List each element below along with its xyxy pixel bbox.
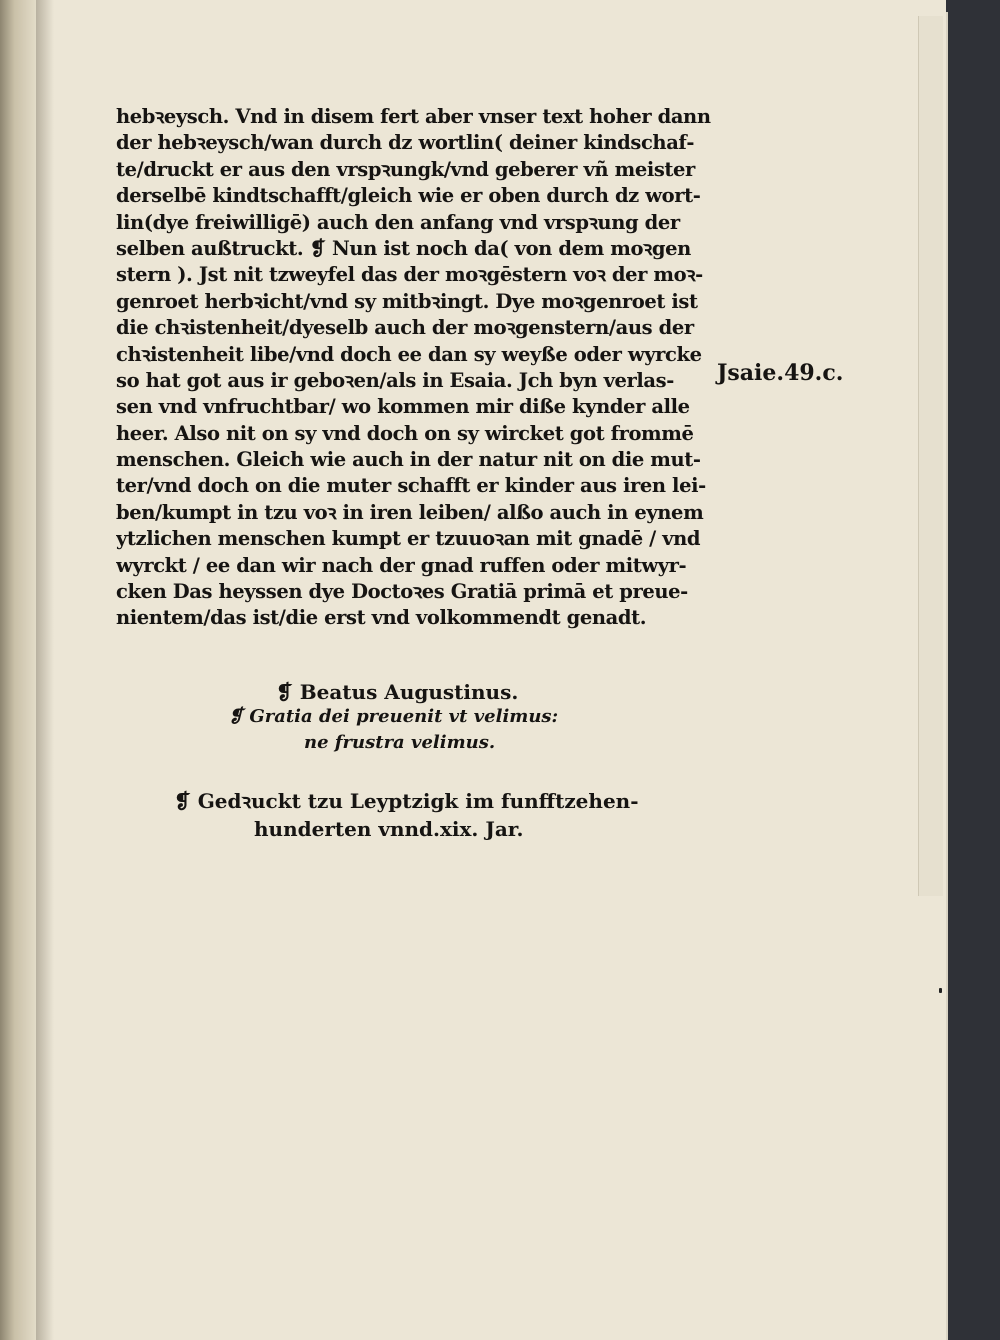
text-line: so hat got aus ir geboꝛen/als in Esaia. Jch byn verlas‑ xyxy=(116,368,674,392)
colophon-line-1: ❡ Gedꝛuckt tzu Leyptzigk im funfftzehen‑ xyxy=(174,789,639,813)
gratia-quote-line-1: ❡ Gratia dei preuenit vt velimus: xyxy=(228,706,559,727)
text-line: lin(dye freiwilligē) auch den anfang vnd vrspꝛung der xyxy=(116,210,680,234)
text-line: ter/vnd doch on die muter schafft er kinder aus iren lei‑ xyxy=(116,474,706,498)
text-line: chꝛistenheit libe/vnd doch ee dan sy weyße oder wyrcke xyxy=(116,342,702,366)
text-line: cken Das heyssen dye Doctoꝛes Gratiā primā et preue‑ xyxy=(116,580,688,604)
page-fold-flap xyxy=(918,16,943,896)
text-line: ben/kumpt in tzu voꝛ in iren leiben/ alßo auch in eynem xyxy=(116,500,704,524)
text-line: wyrckt / ee dan wir nach der gnad ruffen oder mitwyr‑ xyxy=(116,553,687,577)
facing-page-edge xyxy=(0,0,38,1340)
text-line: selben außtruckt. ❡ Nun ist noch da( von dem moꝛgen xyxy=(116,236,691,260)
main-text-block xyxy=(116,104,756,632)
text-line: heer. Also nit on sy vnd doch on sy wircket got frommē xyxy=(116,421,694,445)
text-line: genroet herbꝛicht/vnd sy mitbꝛingt. Dye moꝛgenroet ist xyxy=(116,289,698,313)
spine-shadow xyxy=(36,0,54,1340)
gratia-quote-line-2: ne frustra velimus. xyxy=(304,732,496,753)
text-line: hebꝛeysch. Vnd in disem fert aber vnser text hoher dann xyxy=(116,105,711,128)
text-line: nientem/das ist/die erst vnd volkommendt genadt. xyxy=(116,606,647,630)
page-right-edge xyxy=(946,12,948,1340)
text-line: die chꝛistenheit/dyeselb auch der moꝛgenstern/aus der xyxy=(116,316,694,340)
text-line: te/druckt er aus den vrspꝛungk/vnd geberer vñ meister xyxy=(116,157,695,181)
ink-speck xyxy=(939,988,942,993)
marginal-note: Jsaie.49.c. xyxy=(717,360,844,386)
colophon-line-2: hunderten vnnd.xix. Jar. xyxy=(254,817,524,841)
text-line: stern ). Jst nit tzweyfel das der moꝛgēstern voꝛ der moꝛ‑ xyxy=(116,263,703,287)
text-line: der hebꝛeysch/wan durch dz wortlin( deiner kindschaf‑ xyxy=(116,131,695,155)
document-page xyxy=(36,0,946,1340)
text-line: menschen. Gleich wie auch in der natur nit on die mut‑ xyxy=(116,448,701,472)
beatus-augustinus-heading: ❡ Beatus Augustinus. xyxy=(276,680,519,704)
text-line: sen vnd vnfruchtbar/ wo kommen mir diße kynder alle xyxy=(116,395,690,419)
text-line: derselbē kindtschafft/gleich wie er oben durch dz wort‑ xyxy=(116,184,701,208)
text-line: ytzlichen menschen kumpt er tzuuoꝛan mit gnadē / vnd xyxy=(116,527,701,551)
